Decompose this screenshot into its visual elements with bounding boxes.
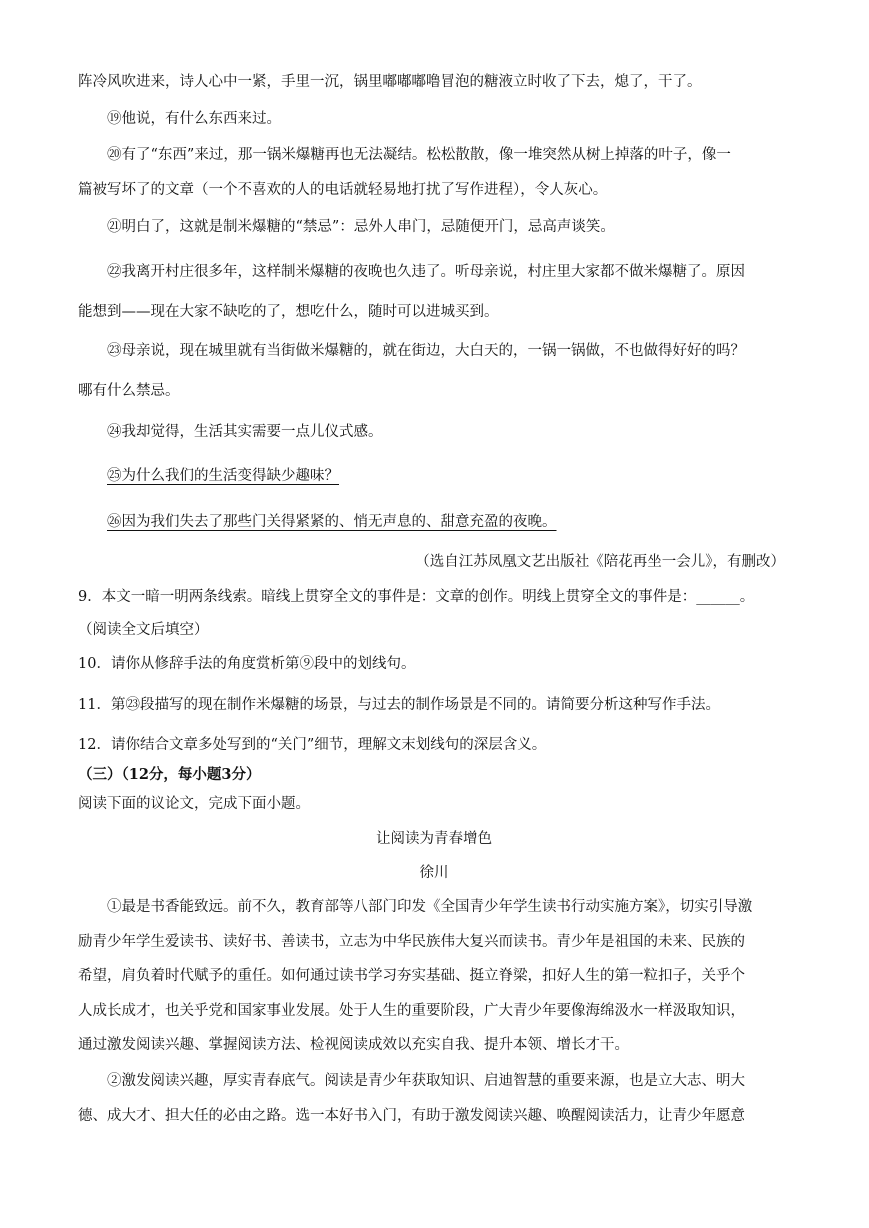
- paragraph-24: ㉔我却觉得，生活其实需要一点儿仪式感。: [107, 424, 383, 440]
- question-11: 11．第㉓段描写的现在制作米爆糖的场景，与过去的制作场景是不同的。请简要分析这种写作手法。: [78, 697, 720, 713]
- section-heading: （三）（12分，每小题3分）: [78, 766, 261, 783]
- paragraph-line: 阵冷风吹进来，诗人心中一紧，手里一沉，锅里嘟嘟嘟噜冒泡的糖液立时收了下去，熄了，干了。: [78, 74, 702, 90]
- question-12: 12．请你结合文章多处写到的“关门”细节，理解文末划线句的深层含义。: [78, 737, 547, 753]
- paragraph-22: ㉒我离开村庄很多年，这样制米爆糖的夜晚也久违了。听母亲说，村庄里大家都不做米爆糖了。原因: [107, 264, 745, 280]
- paragraph-line: 篇被写坏了的文章（一个不喜欢的人的电话就轻易地打扰了写作进程），令人灰心。: [78, 182, 608, 198]
- paragraph-line: 励青少年学生爱读书、读好书、善读书，立志为中华民族伟大复兴而读书。青少年是祖国的未来、民族的: [78, 934, 745, 950]
- question-9-note: （阅读全文后填空）: [78, 622, 209, 638]
- paragraph-line: 德、成大才、担大任的必由之路。选一本好书入门，有助于激发阅读兴趣、唤醒阅读活力，让青少年愿意: [78, 1108, 745, 1124]
- paragraph-line: 通过激发阅读兴趣、掌握阅读方法、检视阅读成效以充实自我、提升本领、增长才干。: [78, 1037, 629, 1053]
- paragraph-26-underlined: ㉖因为我们失去了那些门关得紧紧的、悄无声息的、甜意充盈的夜晚。: [107, 514, 557, 530]
- paragraph-line: 人成长成才，也关乎党和国家事业发展。处于人生的重要阶段，广大青少年要像海绵汲水一样汲取知识，: [78, 1003, 745, 1019]
- paragraph-21: ㉑明白了，这就是制米爆糖的“禁忌”：忌外人串门，忌随便开门，忌高声谈笑。: [107, 219, 615, 235]
- paragraph-23: ㉓母亲说，现在城里就有当街做米爆糖的，就在街边，大白天的，一锅一锅做，不也做得好好的吗？: [107, 343, 745, 359]
- article-author: 徐川: [419, 865, 449, 881]
- article-paragraph-2: ②激发阅读兴趣，厚实青春底气。阅读是青少年获取知识、启迪智慧的重要来源，也是立大志、明大: [107, 1073, 745, 1089]
- paragraph-line: 哪有什么禁忌。: [78, 383, 180, 399]
- paragraph-19: ⑲他说，有什么东西来过。: [107, 111, 281, 127]
- paragraph-25-underlined: ㉕为什么我们的生活变得缺少趣味？: [107, 468, 339, 484]
- article-paragraph-1: ①最是书香能致远。前不久，教育部等八部门印发《全国青少年学生读书行动实施方案》，切实引导激: [107, 899, 753, 915]
- question-9: 9．本文一暗一明两条线索。暗线上贯穿全文的事件是：文章的创作。明线上贯穿全文的事件是：______。: [78, 589, 755, 605]
- question-10: 10．请你从修辞手法的角度赏析第⑨段中的划线句。: [78, 656, 416, 672]
- paragraph-line: 能想到——现在大家不缺吃的了，想吃什么，随时可以进城买到。: [78, 304, 499, 320]
- article-title: 让阅读为青春增色: [376, 831, 492, 847]
- paragraph-line: 希望，肩负着时代赋予的重任。如何通过读书学习夯实基础、挺立脊梁，扣好人生的第一粒扣子，关乎个: [78, 968, 745, 984]
- paragraph-20: ⑳有了“东西”来过，那一锅米爆糖再也无法凝结。松松散散，像一堆突然从树上掉落的叶子，像一: [107, 147, 731, 163]
- section-instruction: 阅读下面的议论文，完成下面小题。: [78, 796, 310, 812]
- source-citation: （选自江苏凤凰文艺出版社《陪花再坐一会儿》，有删改）: [415, 554, 785, 570]
